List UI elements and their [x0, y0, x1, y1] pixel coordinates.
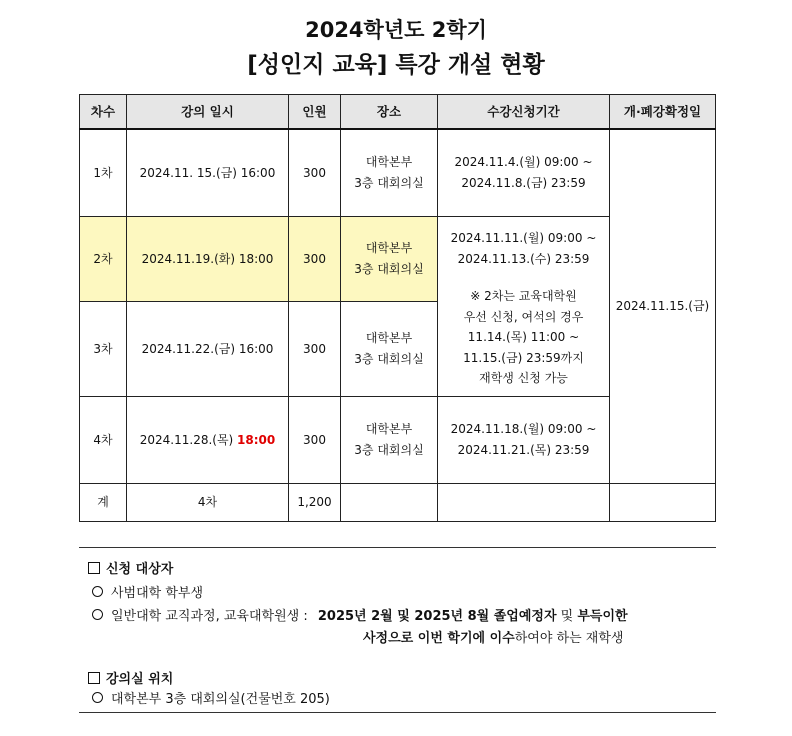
period-line1: 2024.11.4.(월) 09:00 ~ [454, 155, 593, 169]
checkbox-square-icon [88, 672, 100, 684]
place-line1: 대학본부 [365, 241, 413, 255]
datetime-cell: 2024.11. 15.(금) 16:00 [127, 129, 289, 217]
datetime-cell [127, 397, 289, 484]
section-applicants-heading [88, 558, 173, 577]
place-line1: 대학본부 [365, 422, 413, 436]
empty-cell [341, 484, 438, 522]
section-divider-bottom [79, 712, 716, 713]
datetime-highlight: 18:00 [237, 432, 276, 447]
count-cell: 300 [289, 302, 341, 397]
period-note [438, 286, 609, 389]
applicant-item-label: 일반대학 교직과정, 교육대학원생 : [111, 609, 308, 624]
applicant-item-continuation [363, 627, 623, 646]
datetime-cell: 2024.11.19.(화) 18:00 [127, 217, 289, 302]
applicant-item [92, 605, 732, 624]
place-cell [341, 129, 438, 217]
round-cell: 4차 [80, 397, 127, 484]
document-subtitle: [성인지 교육] 특강 개설 현황 [247, 52, 545, 78]
period-line2: 2024.11.21.(목) 23:59 [457, 443, 590, 457]
total-count: 1,200 [289, 484, 341, 522]
section-location-heading [88, 668, 173, 687]
table-row [80, 129, 716, 217]
section-heading-text: 강의실 위치 [106, 672, 174, 687]
document-title: 2024학년도 2학기 [305, 18, 487, 42]
note-line: ※ 2차는 교육대학원 [470, 288, 577, 303]
round-cell: 2차 [80, 217, 127, 302]
count-cell: 300 [289, 397, 341, 484]
note-line: 우선 신청, 여석의 경우 [463, 309, 584, 324]
header-datetime: 강의 일시 [127, 95, 289, 130]
place-line2: 3층 대회의실 [354, 443, 424, 457]
count-cell: 300 [289, 129, 341, 217]
circle-bullet-icon [92, 609, 103, 620]
confirm-date-cell: 2024.11.15.(금) [610, 129, 716, 484]
period-line2: 2024.11.13.(수) 23:59 [457, 251, 590, 266]
applicant-item-text: 사범대학 학부생 [111, 586, 204, 601]
round-cell: 3차 [80, 302, 127, 397]
location-item-text: 대학본부 3층 대회의실(건물번호 205) [111, 692, 330, 707]
place-line2: 3층 대회의실 [354, 262, 424, 276]
section-heading-text: 신청 대상자 [106, 562, 174, 577]
period-line1: 2024.11.11.(월) 09:00 ~ [450, 230, 597, 245]
table-header-row [80, 95, 716, 130]
place-cell [341, 302, 438, 397]
applicant-item-bold: 부득이한 [577, 609, 628, 624]
circle-bullet-icon [92, 692, 103, 703]
round-cell: 1차 [80, 129, 127, 217]
applicant-item-text: 및 [556, 609, 578, 624]
applicant-item-bold: 2025년 2월 및 2025년 8월 졸업예정자 [317, 609, 557, 624]
datetime-cell: 2024.11.22.(금) 16:00 [127, 302, 289, 397]
count-cell: 300 [289, 217, 341, 302]
section-divider-top [79, 547, 716, 548]
place-line2: 3층 대회의실 [354, 176, 424, 190]
period-line1: 2024.11.18.(월) 09:00 ~ [450, 422, 597, 436]
header-count: 인원 [289, 95, 341, 130]
period-cell [438, 129, 610, 217]
checkbox-square-icon [88, 562, 100, 574]
place-cell [341, 217, 438, 302]
circle-bullet-icon [92, 586, 103, 597]
header-place: 장소 [341, 95, 438, 130]
note-line: 재학생 신청 가능 [479, 371, 568, 386]
header-period: 수강신청기간 [438, 95, 610, 130]
header-confirm-date: 개·폐강확정일 [610, 95, 716, 130]
total-rounds: 4차 [127, 484, 289, 522]
applicant-item [92, 582, 203, 601]
note-line: 11.15.(금) 23:59까지 [463, 350, 584, 365]
lecture-schedule-table [79, 94, 716, 522]
total-label: 계 [80, 484, 127, 522]
empty-cell [438, 484, 610, 522]
applicant-item-bold: 사정으로 이번 학기에 이수 [363, 631, 515, 646]
period-line2: 2024.11.8.(금) 23:59 [461, 176, 586, 190]
place-line1: 대학본부 [365, 155, 413, 169]
empty-cell [610, 484, 716, 522]
period-cell [438, 397, 610, 484]
period-cell [438, 217, 610, 397]
place-line1: 대학본부 [365, 331, 413, 345]
note-line: 11.14.(목) 11:00 ~ [467, 330, 580, 345]
place-line2: 3층 대회의실 [354, 352, 424, 366]
applicant-item-text: 하여야 하는 재학생 [514, 631, 624, 646]
location-item [92, 688, 330, 707]
total-row [80, 484, 716, 522]
datetime-text: 2024.11.28.(목) [139, 432, 238, 447]
header-round: 차수 [80, 95, 127, 130]
place-cell [341, 397, 438, 484]
